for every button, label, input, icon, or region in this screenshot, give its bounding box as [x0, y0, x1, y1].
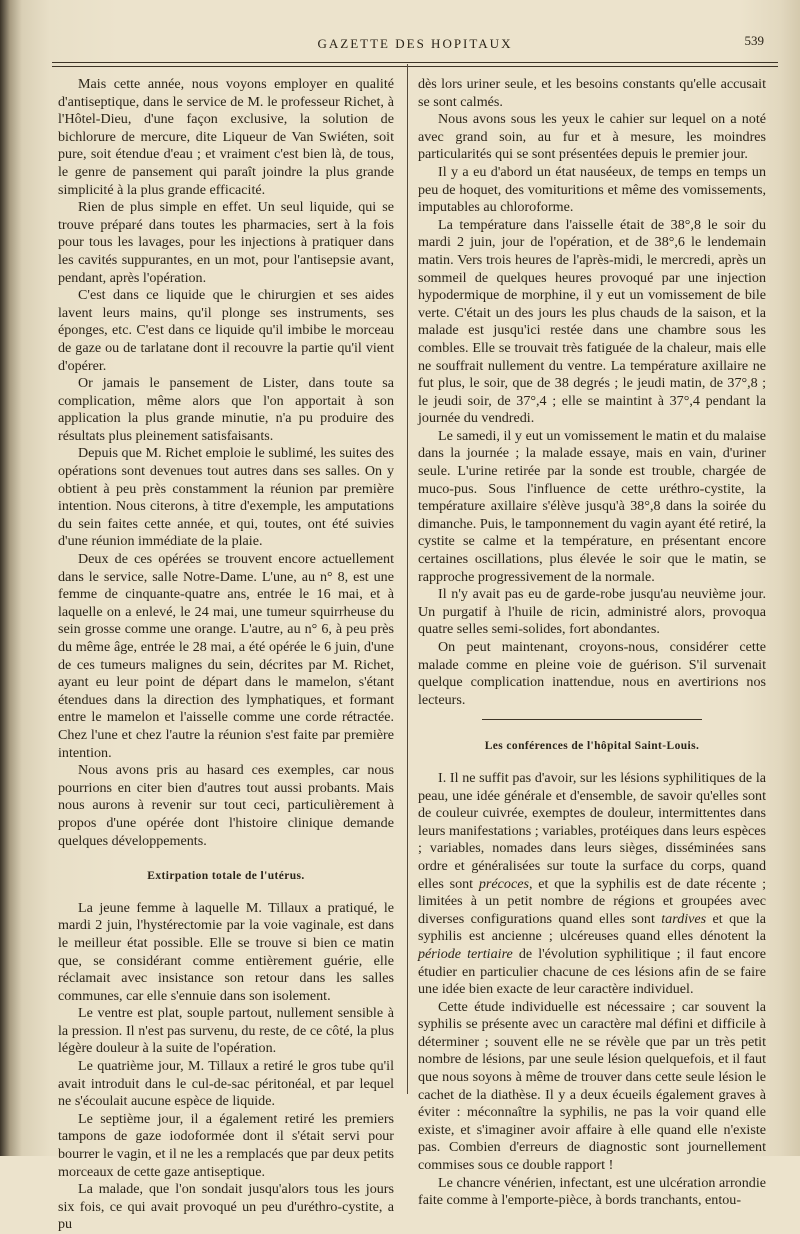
- paragraph: Cette étude individuelle est nécessaire ; car souvent la syphilis se présente avec un caractère mal défini et difficile à déterminer ; souvent elle ne se révèle que par un très petit nombre de lésions, par une seule lésion quelquefois, et il faut que nous soyons à même de trouver dans cette seule lésion le cachet de la diathèse. Il y a deux écueils également graves à éviter : méconnaître la syphilis, ne pas la voir quand elle existe, et s'imaginer avoir affaire à elle quand elle n'existe pas. Combien d'erreurs de diagnostic sont journellement commises sous ce double rapport !: [418, 998, 766, 1174]
- journal-title: GAZETTE DES HOPITAUX: [317, 36, 513, 51]
- paragraph: La malade, que l'on sondait jusqu'alors tous les jours six fois, ce qui avait provoqué un peu d'uréthro-cystite, a pu: [58, 1181, 394, 1233]
- italic-term: période tertiaire: [418, 945, 513, 962]
- section-heading-saint-louis: Les conférences de l'hôpital Saint-Louis.: [484, 740, 700, 753]
- paragraph: Le quatrième jour, M. Tillaux a retiré le gros tube qu'il avait introduit dans le cul-de-sac péritonéal, et par lequel ne s'écoulait aucune espèce de liquide.: [58, 1058, 394, 1110]
- paragraph: Rien de plus simple en effet. Un seul liquide, qui se trouve préparé dans toutes les pharmacies, sert à la fois pour tous les lavages, pour les injections à pratiquer dans les cavités suppurantes, en un mot, pour l'antisepsie avant, pendant, après l'opération.: [58, 199, 394, 286]
- paragraph: Le samedi, il y eut un vomissement le matin et du malaise dans la journée ; la malade essaye, mais en vain, d'uriner seule. L'urine retirée par la sonde est trouble, chargée de muco-pus. Sous l'influence de cette uréthro-cystite, la température axillaire s'élève jusqu'à 38°,8 dans la soirée du dimanche. Puis, le tamponnement du vagin ayant été retiré, la cystite se calme et la température, en présentant encore certaines oscillations, plus élevée le soir que le matin, se rapproche progressivement de la normale.: [418, 427, 766, 585]
- column-divider: [407, 64, 408, 1094]
- paragraph: Il n'y avait pas eu de garde-robe jusqu'au neuvième jour. Un purgatif à l'huile de ricin, administré alors, provoqua quatre selles semi-solides, fort abondantes.: [418, 586, 766, 638]
- right-column: [418, 76, 766, 1210]
- paragraph: C'est dans ce liquide que le chirurgien et ses aides lavent leurs mains, qu'il plonge ses instruments, ses éponges, etc. C'est dans ce liquide qu'il imbibe le morceau de gaze ou de tarlatane dont il recouvre la partie qu'il vient d'opérer.: [58, 287, 394, 374]
- paragraph: Mais cette année, nous voyons employer en qualité d'antiseptique, dans le service de M. le professeur Richet, à l'Hôtel-Dieu, d'une façon exclusive, la solution de bichlorure de mercure, dite Liqueur de Van Swiéten, soit pure, soit étendue d'eau ; et vraiment c'est bien là, de tous, le genre de pansement qui paraît joindre la plus grande simplicité à la plus grande efficacité.: [58, 76, 394, 198]
- paragraph: On peut maintenant, croyons-nous, considérer cette malade comme en pleine voie de guérison. S'il survenait quelque complication inattendue, nous en avertirions nos lecteurs.: [418, 639, 766, 708]
- left-column: [58, 76, 394, 1234]
- paragraph: Le chancre vénérien, infectant, est une ulcération arrondie faite comme à l'emporte-pièce, à bords tranchants, entou-: [418, 1174, 766, 1209]
- paragraph: Deux de ces opérées se trouvent encore actuellement dans le service, salle Notre-Dame. L'une, au n° 8, est une femme de cinquante-quatre ans, entrée le 16 mai, et à laquelle on a enlevé, le 24 mai, une tumeur squirrheuse du sein grosse comme une orange. L'autre, au n° 6, à peu près du même âge, entrée le 28 mai, a été opérée le 6 juin, d'une de ces tumeurs malignes du sein, décrites par M. Richet, ayant eu leur point de départ dans le mamelon, s'étant étendues dans la direction des lymphatiques, et formant entre le mamelon et l'aisselle comme une corde rétractée. Chez l'une et chez l'autre la réunion s'est faite par première intention.: [58, 551, 394, 761]
- text-run: I. Il ne suffit pas d'avoir, sur les lésions syphilitiques de la peau, une idée générale et d'ensemble, de savoir qu'elles sont de couleur cuivrée, exemptes de douleur, intermittentes dans leurs manifestations ; variables, protéiques dans leurs espèces ; variables, nomades dans leurs sièges, disséminées sans ordre et généralisées sur toute la surface du corps, quand elles sont: [418, 769, 766, 892]
- italic-term: tardives: [661, 910, 707, 927]
- paragraph: La jeune femme à laquelle M. Tillaux a pratiqué, le mardi 2 juin, l'hystérectomie par la voie vaginale, est dans le meilleur état possible. Elle se trouve si bien ce matin que, se considérant comme entièrement guérie, elle réclamait avec insistance son retour dans les salles communes, car elle s'ennuie dans son isolement.: [58, 899, 394, 1004]
- text-run: et que la syphilis est ancienne ; ulcéreuses quand elles dénotent la: [418, 910, 766, 945]
- paragraph: [418, 770, 766, 999]
- paragraph: Nous avons sous les yeux le cahier sur lequel on a noté avec grand soin, au fur et à mesure, les moindres particularités qui se sont présentées depuis le premier jour.: [418, 111, 766, 163]
- header-rule-bottom: [52, 66, 778, 67]
- paragraph: Depuis que M. Richet emploie le sublimé, les suites des opérations sont devenues tout autres dans ses salles. On y obtient à peu près constamment la réunion par première intention. Nous citerons, à titre d'exemple, les amputations du sein faites cette année, et qui, toutes, ont été suivies d'une réunion immédiate de la plaie.: [58, 445, 394, 550]
- page-number: 539: [744, 33, 764, 48]
- paragraph: Nous avons pris au hasard ces exemples, car nous pourrions en citer bien d'autres tout aussi probants. Mais nous aurons à revenir sur tout ceci, particulièrement à propos d'une opérée dont l'histoire clinique demande quelques développements.: [58, 762, 394, 849]
- italic-term: précoces: [478, 875, 529, 892]
- text-run: , et que la syphilis est de date récente ; limitées à un petit nombre de régions et groupées avec diverses configurations quand elles sont: [418, 875, 767, 927]
- paragraph: Il y a eu d'abord un état nauséeux, de temps en temps un peu de hoquet, des vomituritions et même des vomissements, imputables au chloroforme.: [418, 163, 766, 216]
- paragraph: Le ventre est plat, souple partout, nullement sensible à la pression. Il n'est pas survenu, du reste, de ce côté, la plus légère douleur à la suite de l'opération.: [58, 1005, 394, 1057]
- paragraph: Le septième jour, il a également retiré les premiers tampons de gaze iodoformée dont il s'était servi pour bourrer le vagin, et il ne les a remplacés que par deux petits morceaux de cette gaze antiseptique.: [58, 1110, 394, 1180]
- page-header: [52, 33, 778, 58]
- text-run: de l'évolution syphilitique ; il faut encore étudier en particulier chacune de ces lésions afin de se faire une idée bien exacte de leur caractère individuel.: [418, 945, 766, 998]
- header-rule-top: [52, 62, 778, 63]
- paragraph: La température dans l'aisselle était de 38°,8 le soir du mardi 2 juin, jour de l'opération, et de 38°,6 le lendemain matin. Vers trois heures de l'après-midi, le mercredi, après un sommeil de quelques heures provoqué par une injection hypodermique de morphine, il y eut un vomissement de bile verte. C'était un des jours les plus chauds de la saison, et la malade est jusqu'ici restée dans une chambre sous les combles. Elle se trouvait très fatiguée de la chaleur, mais elle ne souffrait nullement du ventre. La température axillaire ne fut plus, le soir, que de 38 degrés ; le jeudi matin, de 37°,8 ; le jeudi soir, de 37°,4 ; elle se maintint à 37°,4 pendant la journée du vendredi.: [418, 216, 766, 427]
- section-divider: [482, 719, 702, 720]
- section-heading-uterus: Extirpation totale de l'utérus.: [147, 870, 305, 883]
- paragraph: Or jamais le pansement de Lister, dans toute sa complication, même alors que l'on apportait à son application la plus grande minutie, n'a pu produire des résultats plus pleinement satisfaisants.: [58, 375, 394, 444]
- paragraph: dès lors uriner seule, et les besoins constants qu'elle accusait se sont calmés.: [418, 76, 766, 110]
